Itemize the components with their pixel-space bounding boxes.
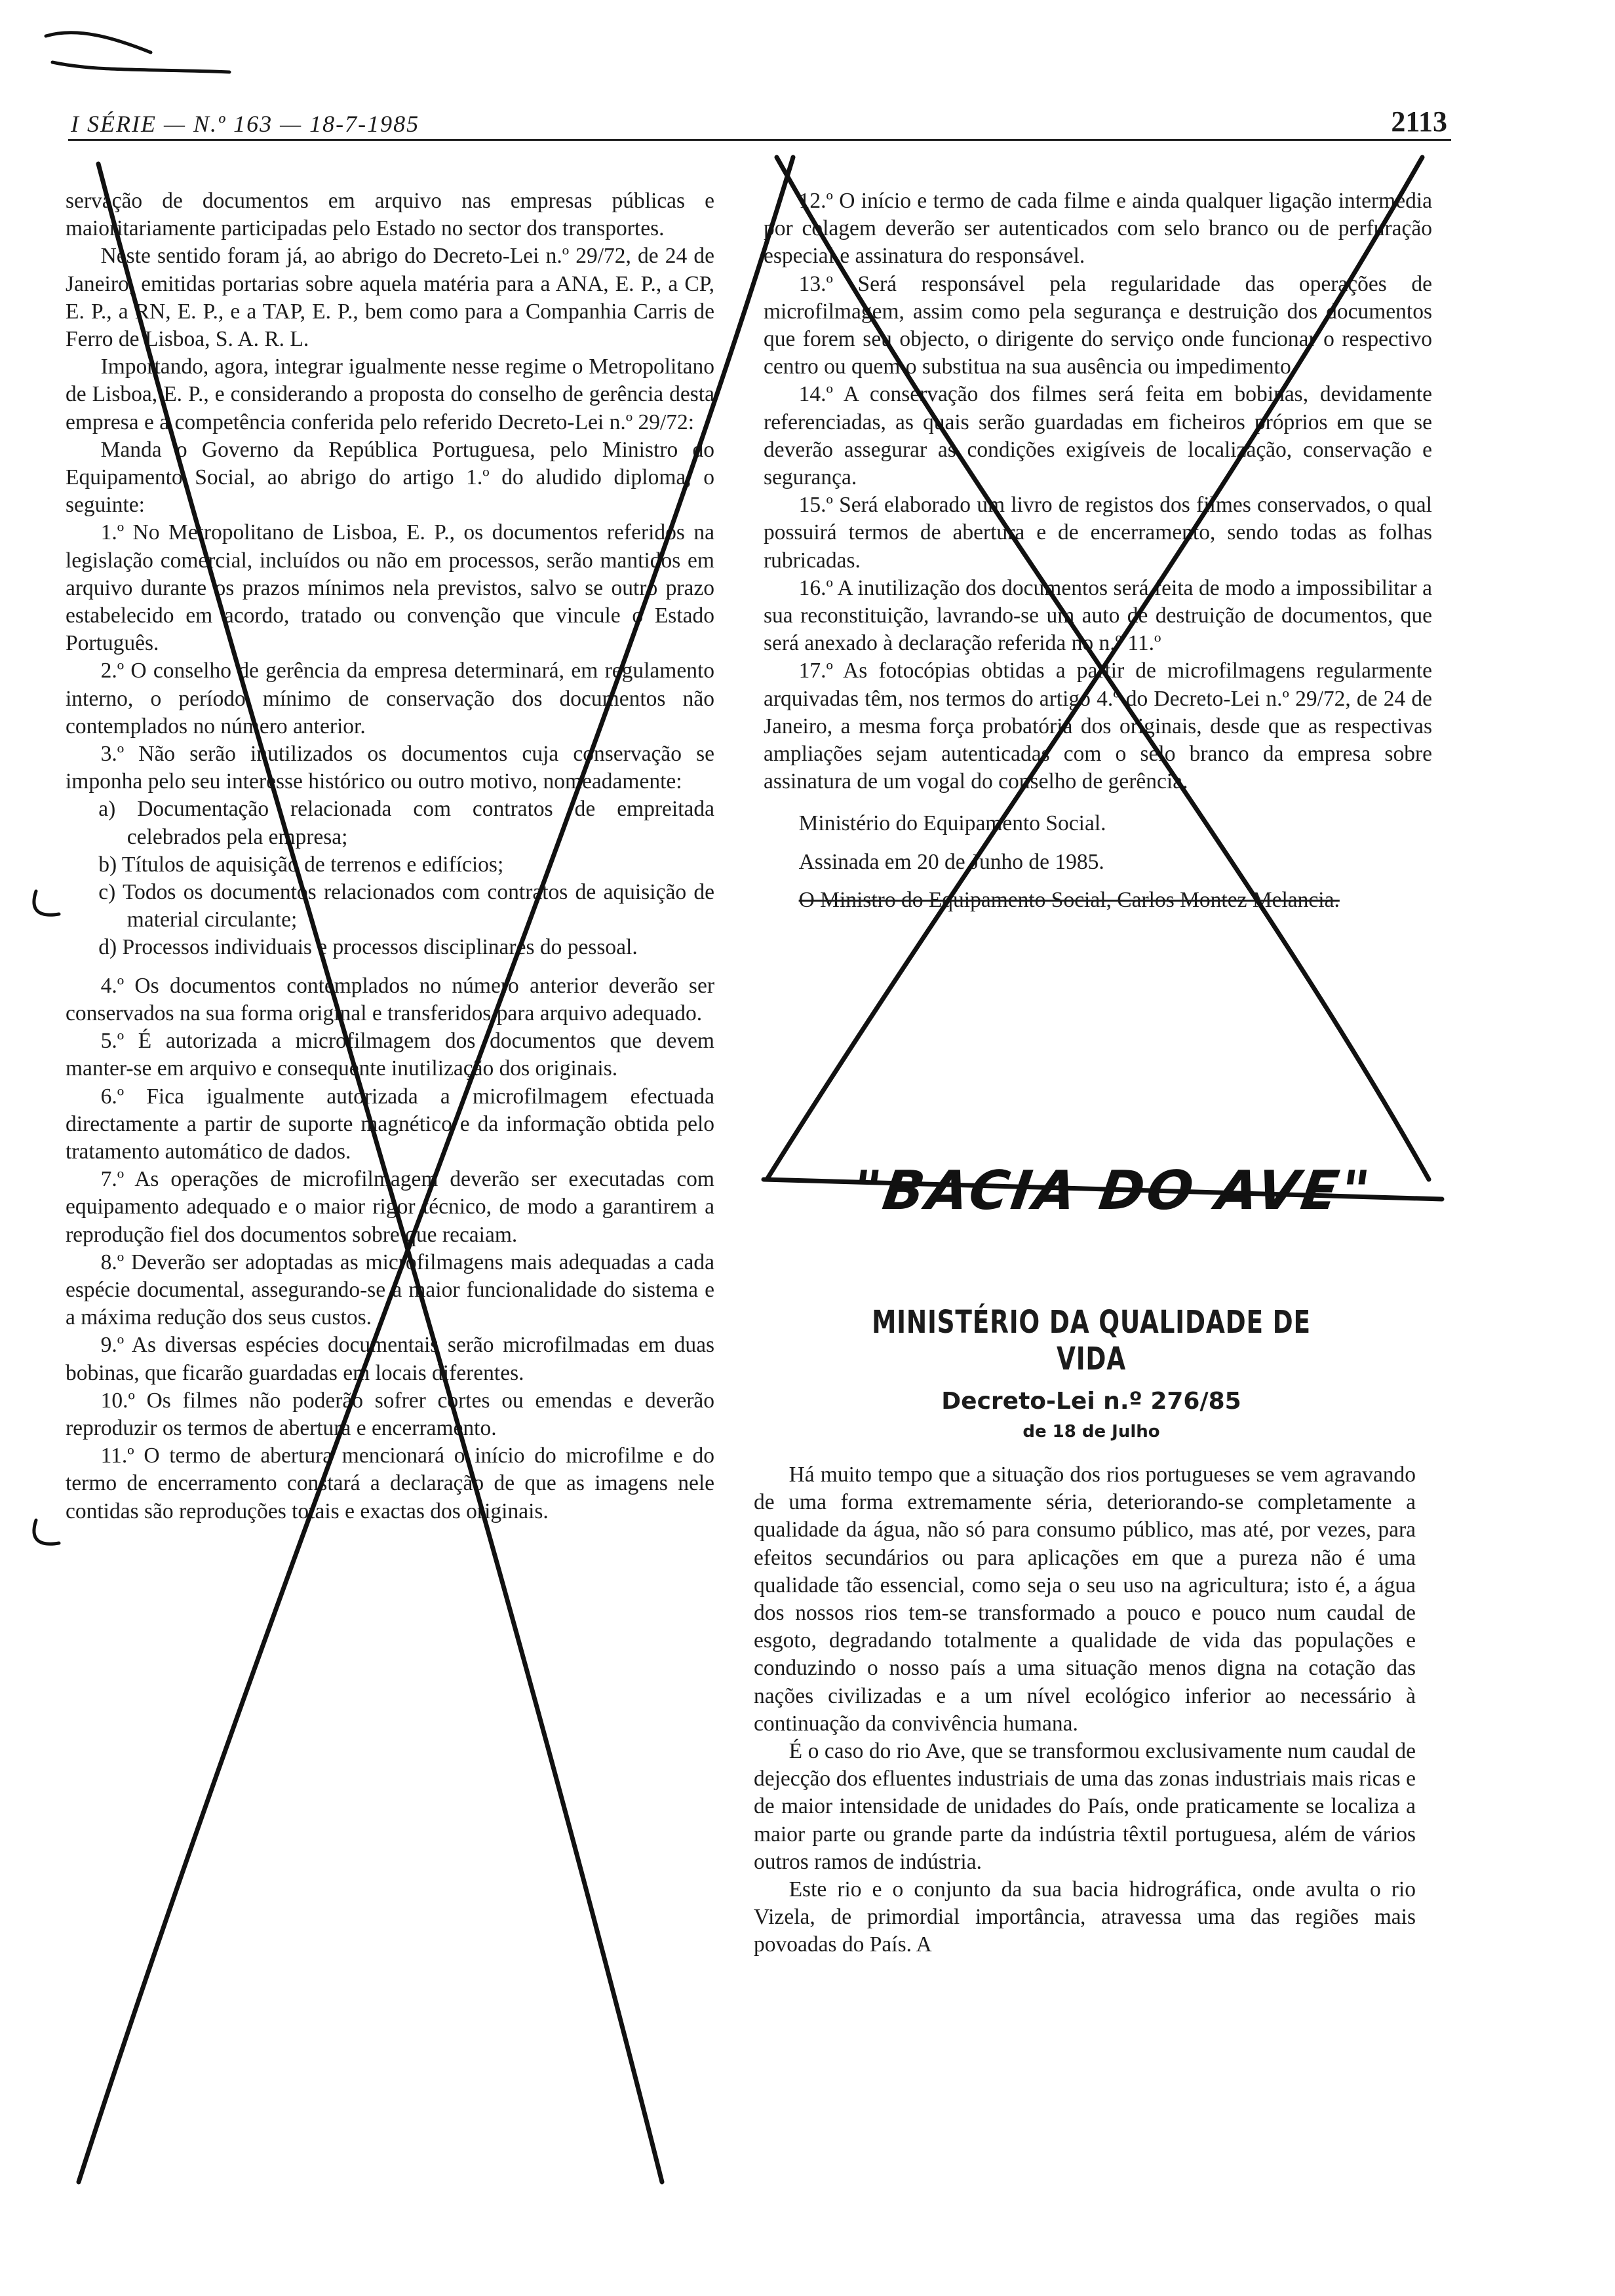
- decree-body: [754, 1461, 1416, 1959]
- list-item-d: d) Processos individuais e processos disciplinares do pessoal.: [98, 935, 638, 960]
- paragraph: Neste sentido foram já, ao abrigo do Decreto-Lei n.º 29/72, de 24 de Janeiro, emitidas portarias sobre aquela matéria para a ANA, E. P., a CP, E. P., a RN, E. P., e a TAP, E. P., bem como para a Companhia Carris de Ferro de Lisboa, S. A. R. L.: [66, 244, 714, 352]
- margin-mark: [34, 891, 59, 915]
- article-3: 3.º Não serão inutilizados os documentos cuja conservação se imponha pelo seu interesse histórico ou outro motivo, nomeadamente:: [66, 742, 714, 794]
- article-2: 2.º O conselho de gerência da empresa determinará, em regulamento interno, o período mínimo de conservação dos documentos não contemplados no número anterior.: [66, 659, 714, 738]
- article-7: 7.º As operações de microfilmagem deverão ser executadas com equipamento adequado e o maior rigor técnico, de modo a garantirem a reprodução fiel dos documentos sobre que recaiam.: [66, 1167, 714, 1247]
- article-9: 9.º As diversas espécies documentais serão microfilmadas em duas bobinas, que ficarão guardadas em locais diferentes.: [66, 1333, 714, 1385]
- article-10: 10.º Os filmes não poderão sofrer cortes ou emendas e deverão reproduzir os termos de abertura e encerramento.: [66, 1388, 714, 1440]
- signature-date: Assinada em 20 de Junho de 1985.: [798, 849, 1104, 874]
- header-rule: [68, 139, 1451, 141]
- article-6: 6.º Fica igualmente autorizada a microfilmagem efectuada directamente a partir de suporte magnético e da informação obtida pelo tratamento automático de dados.: [66, 1084, 714, 1164]
- article-1: 1.º No Metropolitano de Lisboa, E. P., os documentos referidos na legislação comercial, incluídos ou não em processos, serão mantidos em arquivo durante os prazos mínimos nela previstos, salvo se outro prazo estabelecido em acordo, tratado ou convenção que vincule o Estado Português.: [66, 520, 714, 656]
- signature-minister: O Ministro do Equipamento Social, Carlos Montez Melancia.: [798, 887, 1340, 912]
- article-4: 4.º Os documentos contemplados no número anterior deverão ser conservados na sua forma original e transferidos para arquivo adequado.: [66, 973, 714, 1025]
- margin-mark-2: [34, 1520, 59, 1544]
- article-8: 8.º Deverão ser adoptadas as microfilmagens mais adequadas a cada espécie documental, assegurando-se a maior funcionalidade do sistema e a máxima redução dos seus custos.: [66, 1250, 714, 1330]
- paragraph: Importando, agora, integrar igualmente nesse regime o Metropolitano de Lisboa, E. P., e considerando a proposta do conselho de gerência desta empresa e a competência conferida pelo referido Decreto-Lei n.º 29/72:: [66, 354, 714, 434]
- article-15: 15.º Será elaborado um livro de registos dos filmes conservados, o qual possuirá termos de abertura e de encerramento, sendo todas as folhas rubricadas.: [764, 493, 1432, 573]
- ministry-heading: MINISTÉRIO DA QUALIDADE DE VIDA: [872, 1304, 1311, 1377]
- paragraph: servação de documentos em arquivo nas empresas públicas e maioritariamente participadas pelo Estado no sector dos transportes.: [66, 189, 714, 241]
- paragraph: Este rio e o conjunto da sua bacia hidrográfica, onde avulta o rio Vizela, de primordial importância, atravessa uma das regiões mais povoadas do País. A: [754, 1877, 1416, 1957]
- article-17: 17.º As fotocópias obtidas a partir de microfilmagens regularmente arquivadas têm, nos termos do artigo 4.º do Decreto-Lei n.º 29/72, de 24 de Janeiro, a mesma força probatória dos originais, desde que as respectivas ampliações sejam autenticadas com o selo branco da empresa sobre assinatura de um vogal do conselho de gerência.: [764, 659, 1432, 794]
- signature-ministry: Ministério do Equipamento Social.: [798, 811, 1106, 836]
- article-13: 13.º Será responsável pela regularidade das operações de microfilmagem, assim como pela segurança e destruição dos documentos que forem seu objecto, o dirigente do serviço onde funcionar o respectivo centro ou quem o substitua na sua ausência ou impedimento.: [764, 271, 1432, 379]
- article-12: 12.º O início e termo de cada filme e ainda qualquer ligação intermédia por colagem deverão ser autenticados com selo branco ou de perfuração especial e assinatura do responsável.: [764, 189, 1432, 269]
- list-item-b: b) Títulos de aquisição de terrenos e edifícios;: [98, 852, 504, 877]
- paragraph: É o caso do rio Ave, que se transformou exclusivamente num caudal de dejecção dos efluentes industriais de uma das zonas industriais mais ricas e de maior intensidade de unidades do País, onde praticamente se localiza a maior parte ou grande parte da indústria têxtil portuguesa, além de vários outros ramos de indústria.: [754, 1739, 1416, 1874]
- right-column: [764, 187, 1432, 914]
- article-16: 16.º A inutilização dos documentos será feita de modo a impossibilitar a sua reconstituição, lavrando-se um auto de destruição de documentos, que será anexado à declaração referida no n.º 11.º: [764, 575, 1432, 656]
- article-5: 5.º É autorizada a microfilmagem dos documentos que devem manter-se em arquivo e consequente inutilização dos originais.: [66, 1029, 714, 1081]
- paragraph: Há muito tempo que a situação dos rios portugueses se vem agravando de uma forma extremamente séria, deteriorando-se completamente a qualidade da água, não só para consumo público, mas até, por vezes, para efeitos secundários ou para aplicações em que a pureza não é uma qualidade tão essencial, como seja o seu uso na agricultura; isto é, a água dos nossos rios tem-se transformado a pouco e pouco num caudal de esgoto, degradando totalmente a qualidade de vida das populações e conduzindo o nosso país a uma situação menos digna na cotação das nações civilizadas e a um nível ecológico inferior ao necessário à continuação da convivência humana.: [754, 1463, 1416, 1736]
- decree-title: Decreto-Lei n.º 276/85: [941, 1388, 1241, 1415]
- page-number: 2113: [1391, 105, 1447, 138]
- paragraph: Manda o Governo da República Portuguesa, pelo Ministro do Equipamento Social, ao abrigo do artigo 1.º do aludido diploma, o seguinte:: [66, 437, 714, 518]
- decree-date: de 18 de Julho: [1022, 1422, 1160, 1442]
- corner-scribble: [46, 33, 229, 72]
- handwritten-annotation: "BACIA DO AVE": [848, 1160, 1376, 1222]
- page-header-series: I SÉRIE — N.º 163 — 18-7-1985: [71, 111, 420, 137]
- list-item-c: c) Todos os documentos relacionados com contratos de aquisição de material circulante;: [98, 880, 714, 932]
- article-11: 11.º O termo de abertura mencionará o início do microfilme e do termo de encerramento constará a declaração de que as imagens nele contidas são reproduções totais e exactas dos originais.: [66, 1444, 714, 1523]
- left-column: [66, 187, 714, 1525]
- article-14: 14.º A conservação dos filmes será feita em bobinas, devidamente referenciadas, as quais serão guardadas em ficheiros próprios em que se deverão assegurar as condições exigíveis de localização, conservação e segurança.: [764, 382, 1432, 490]
- list-item-a: a) Documentação relacionada com contratos de empreitada celebrados pela empresa;: [98, 797, 714, 849]
